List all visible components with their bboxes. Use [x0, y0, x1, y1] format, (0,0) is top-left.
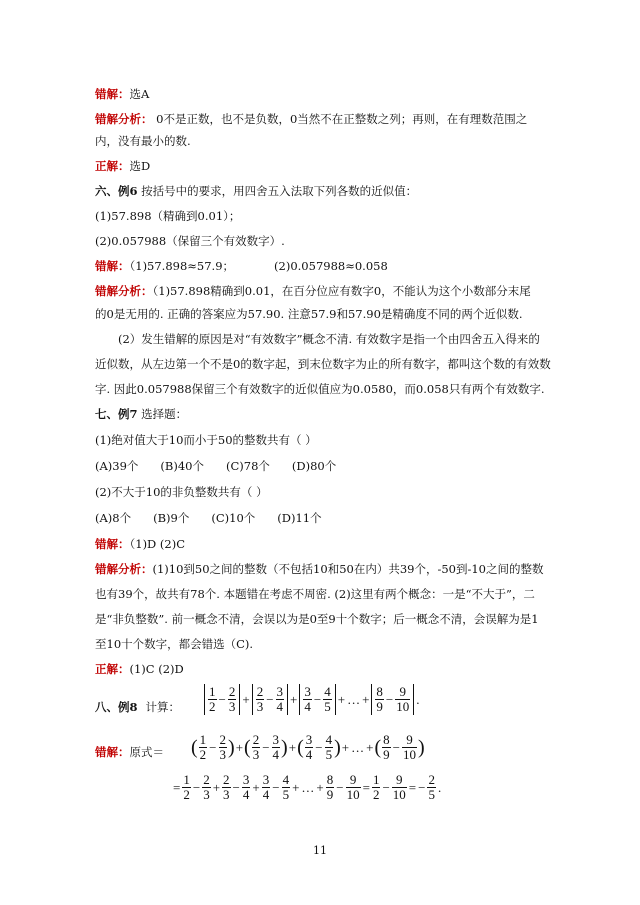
line-wrong-answer-a: 错解：选A: [95, 87, 150, 101]
ex6-analysis-5: 字. 因此0.057988保留三个有效数字的近似值应为0.0580，而0.058只有两个有效数字.: [95, 382, 545, 396]
ex6-analysis-1: 错解分析：（1)57.898精确到0.01，在百分位应有数字0，不能认为这个小数部分末尾: [95, 284, 531, 298]
ex7-correct: 正解：(1)C (2)D: [95, 662, 184, 676]
label-wrong: 错解：: [95, 87, 130, 101]
ex7-q2-options: (A)8个 (B)9个 (C)10个 (D)11个: [95, 511, 322, 525]
label-correct: 正解：: [95, 159, 130, 173]
line-wrong-analysis-1: 错解分析： 0不是正数，也不是负数，0当然不在正整数之列；再则，在有理数范围之: [95, 112, 528, 126]
ex7-analysis-1: 错解分析：(1)10到50之间的整数（不包括10和50在内）共39个，-50到-10之间的整数: [95, 562, 544, 576]
ex7-q2: (2)不大于10的非负整数共有（ ）: [95, 485, 268, 499]
ex7-q1: (1)绝对值大于10而小于50的整数共有（ ）: [95, 433, 317, 447]
ex7-wrong: 错解：（1)D (2)C: [95, 537, 186, 551]
line-correct-d: 正解：选D: [95, 159, 151, 173]
page-number: 11: [313, 844, 327, 857]
ex7-analysis-4: 至10十个数字，都会错选（C).: [95, 637, 254, 651]
ex6-analysis-4: 近似数，从左边第一个不是0的数字起，到末位数字为止的所有数字，都叫这个数的有效数: [95, 357, 551, 371]
example-7-heading: 七、例7 选择题：: [95, 407, 188, 421]
ex7-analysis-3: 是“非负整数”. 前一概念不清，会误以为是0至9十个数字；后一概念不清，会误解为是1: [95, 612, 539, 626]
abs-term: $\frac{1}{2}$ − $\frac{2}{3}$: [204, 684, 240, 715]
sol8-line2: = $\frac{1}{2}$ − $\frac{2}{3}$ + $\frac{2}{3}$ − $\frac{3}{4}$ + $\frac{3}{4}$ − $\frac{4}{5}$ + … + $\frac{8}{9}$ − $\frac{9}{10}$ = $\frac{1}{2}$ − $\frac{9}{10}$ = − $\frac{2}{5}$ .: [173, 772, 442, 802]
ex6-part2: (2)0.057988（保留三个有效数字）.: [95, 234, 285, 248]
ex6-analysis-3: (2）发生错解的原因是对“有效数字”概念不清. 有效数字是指一个由四舍五入得来的: [118, 332, 540, 346]
label-wrong-analysis: 错解分析：: [95, 112, 153, 126]
abs-term: $\frac{8}{9}$ − $\frac{9}{10}$: [371, 684, 414, 715]
sol8-line1: ( $\frac{1}{2}$ − $\frac{2}{3}$ )+( $\frac{2}{3}$ − $\frac{3}{4}$ )+( $\frac{3}{4}$ − $\frac{4}{5}$ )+ … +( $\frac{8}{9}$ − $\frac{9}{10}$ ): [191, 732, 425, 762]
example-6-heading: 六、例6 按括号中的要求，用四舍五入法取下列各数的近似值：: [95, 184, 418, 198]
ex6-wrong: 错解：（1)57.898≈57.9； (2)0.057988≈0.058: [95, 259, 388, 273]
sol8-heading: 错解：原式＝: [95, 745, 164, 759]
ex6-analysis-2: 的0是无用的. 正确的答案应为57.90. 注意57.9和57.90是精确度不同的两个近似数.: [95, 307, 523, 321]
abs-term: $\frac{2}{3}$ − $\frac{3}{4}$: [252, 684, 288, 715]
abs-term: $\frac{3}{4}$ − $\frac{4}{5}$: [299, 684, 335, 715]
ex7-analysis-2: 也有39个，故共有78个. 本题错在考虑不周密. (2)这里有两个概念：一是“不大于”，二: [95, 587, 535, 601]
line-analysis-cont: 内，没有最小的数.: [95, 134, 191, 148]
ex8-expression: $\frac{1}{2}$ − $\frac{2}{3}$ + $\frac{2}{3}$ − $\frac{3}{4}$ + $\frac{3}{4}$ − $\frac{4}{5}$ + … + $\frac{8}{9}$ − $\frac{9}{10}$ .: [203, 684, 421, 715]
ex7-q1-options: (A)39个 (B)40个 (C)78个 (D)80个: [95, 459, 337, 473]
ex6-part1: (1)57.898（精确到0.01）；: [95, 209, 241, 223]
example-8-heading: 八、例8 计算：: [95, 700, 181, 714]
